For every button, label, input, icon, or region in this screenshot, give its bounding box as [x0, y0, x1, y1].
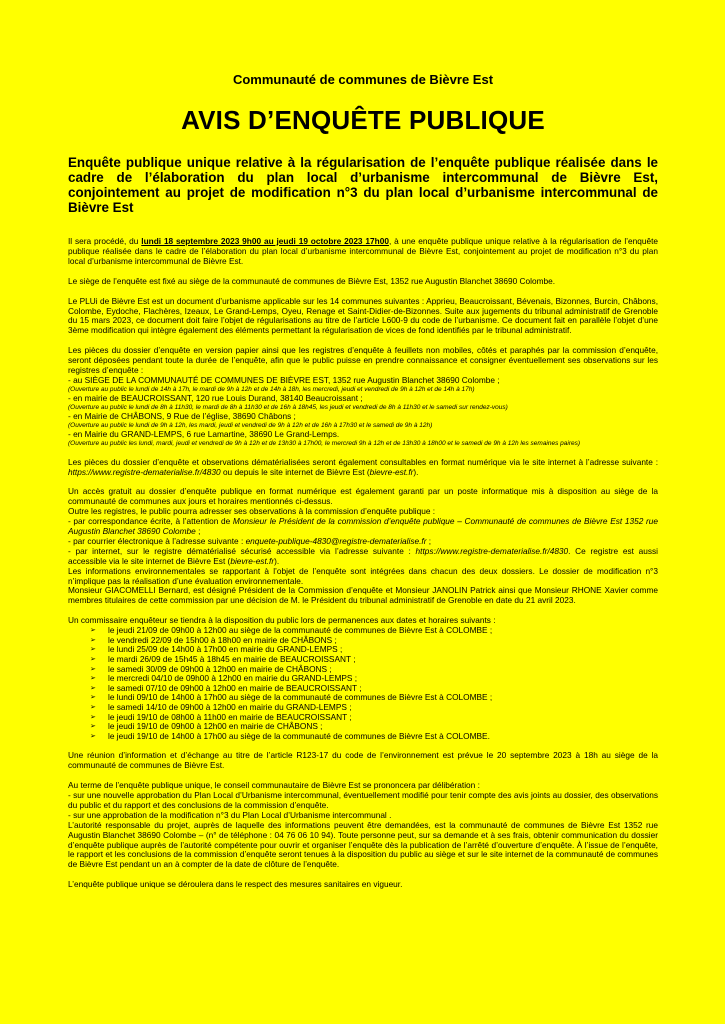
email-link[interactable]: enquete-publique-4830@registre-dematerialise.fr: [245, 535, 427, 546]
intro-paragraph: Il sera procédé, du lundi 18 septembre 2023 9h00 au jeudi 19 octobre 2023 17h00, à une enquête publique unique relative à la régularisation de l’enquête publique réalisée dans le cadre de l’élaboration du plan local d’urbanisme intercommunal de Bièvre Est, conjointement au projet de modification n°3 du plan local d’urbanisme intercommunal de Bièvre Est.: [68, 236, 659, 266]
arrow-icon: ➢: [90, 723, 96, 731]
list-item: ➢ le vendredi 22/09 de 15h00 à 18h00 en mairie de CHÂBONS ;: [90, 634, 337, 645]
organization-name: Communauté de communes de Bièvre Est: [232, 72, 494, 87]
list-item: ➢ le samedi 14/10 de 09h00 à 12h00 en mairie du GRAND-LEMPS ;: [90, 701, 352, 712]
list-item: ➢ le jeudi 19/10 de 08h00 à 11h00 en mairie de BEAUCROISSANT ;: [90, 711, 352, 722]
correspondence-line: - par correspondance écrite, à l’attention de Monsieur le Président de la commission d’enquête publique – Communauté de communes de Bièvre Est 1352 rue Augustin Blanchet 38690 Colombe ;: [68, 516, 658, 537]
location-siege: - au SIÈGE DE LA COMMUNAUTÉ DE COMMUNES DE BIÈVRE EST, 1352 rue Augustin Blanchet 38690 Colombe ;: [68, 374, 500, 385]
arrow-icon: ➢: [90, 684, 96, 692]
reunion-paragraph: Une réunion d’information et d’échange au titre de l’article R123-17 du code de l’environnement est prévue le 20 septembre 2023 à 18h au siège de la communauté de communes de Bièvre Est.: [68, 750, 658, 771]
arrow-icon: ➢: [90, 646, 96, 654]
subtitle: Enquête publique unique relative à la régularisation de l’enquête publique réalisée dans le cadre de l’élaboration du plan local d’urbanisme intercommunal de Bièvre Est, conjointement au projet de modification n°3 du plan local d’urbanisme intercommunal de Bièvre Est: [68, 155, 658, 215]
page-title: AVIS D’ENQUÊTE PUBLIQUE: [181, 105, 545, 135]
registre-link[interactable]: https://www.registre-dematerialise.fr/4830: [68, 466, 221, 477]
sanitaire-paragraph: L’enquête publique unique se déroulera dans le respect des mesures sanitaires en vigueur.: [68, 879, 403, 890]
location-hours: (Ouverture au public le lundi de 14h à 17h, le mardi de 9h à 12h et de 14h à 18h, les mercredi, jeudi et vendredi de 9h à 12h et de 14h à 17h): [68, 385, 475, 393]
permanences-section: Un commissaire enquêteur se tiendra à la disposition du public lors de permanences aux dates et horaires suivants : ➢ le jeudi 21/09 de 09h00 à 12h00 au siège de la communauté de communes de Bièvre Est à COLOMBE ; ➢ le vendredi 22/09 de 15h00 à 18h00 en mairie de CHÂBONS ; ➢ le lundi 25/09 de 14h00 à 17h00 en mairie du GRAND-LEMPS ; ➢ le mardi 26/09 de 15h45 à 18h45 en mairie de BEAUCROISSANT ; ➢ le samedi 30/09 de 09h00 à 12h00 en mairie de CHÂBONS ; ➢ le mercredi 04/10 de 09h00 à 12h00 en mairie du GRAND-LEMPS ; ➢ le samedi 07/10 de 09h00 à 12h00 en mairie de BEAUCROISSANT ; ➢ le lundi 09/10 de 14h00 à 17h00 au siège de la communauté de communes de Bièvre Est à COLOMBE ; ➢ le samedi 14/10 de 09h00 à 12h00 en mairie du GRAND-LEMPS ; ➢ le jeudi 19/10 de 08h00 à 11h00 en mairie de BEAUCROISSANT ; ➢ le jeudi 19/10 de 09h00 à 12h00 en mairie de CHÂBONS ; ➢ le jeudi 19/10 de 14h00 à 17h00 au siège de la communauté de communes de Bièvre Est à COLOMBE.: [68, 616, 658, 741]
inquiry-dates: lundi 18 septembre 2023 9h00 au jeudi 19 octobre 2023 17h00: [141, 236, 389, 246]
email-line: - par courrier électronique à l’adresse suivante : enquete-publique-4830@registre-dematerialise.fr ;: [68, 535, 432, 546]
acces-paragraph: Un accès gratuit au dossier d’enquête publique en format numérique est également garanti par un poste informatique mis à disposition au siège de la communauté de communes aux jours et horaires mentionnés ci-dessus. Outre les registres, le public pourra adresser ses observations à la commission d’enquête publique : - par correspondance écrite, à l’attention de Monsieur le Président de la commission d’enquête publique – Communauté de communes de Bièvre Est 1352 rue Augustin Blanchet 38690 Colombe ; - par courrier électronique à l’adresse suivante : enquete-publique-4830@registre-dematerialise.fr ; - par internet, sur le registre dématérialisé sécurisé accessible via l’adresse suivante : https://www.registre-dematerialise.fr/4830. Ce registre est aussi accessible via le site internet de Bièvre Est (bievre-est.fr). Les informations environnementales se rapportant à l’objet de l’enquête sont intégrées dans chacun des deux dossiers. Le dossier de modification n°3 n’implique pas la réalisation d’une évaluation environnementale. Monsieur GIACOMELLI Bernard, est désigné Président de la Commission d’enquête et Monsieur JANOLIN Patrick ainsi que Monsieur RHONE Xavier comme membres titulaires de cette commission par une décision de M. le Président du tribunal administratif de Grenoble en date du 21 avril 2023.: [68, 486, 659, 606]
arrow-icon: ➢: [90, 732, 96, 740]
site-link[interactable]: bievre-est.fr: [369, 466, 414, 477]
list-item: ➢ le mercredi 04/10 de 09h00 à 12h00 en mairie du GRAND-LEMPS ;: [90, 673, 358, 684]
arrow-icon: ➢: [90, 627, 96, 635]
location-chabons: - en Mairie de CHÂBONS, 9 Rue de l’église, 38690 Châbons ;: [68, 410, 296, 421]
location-hours: (Ouverture au public le lundi de 8h à 11h30, le mardi de 8h à 11h30 et de 16h à 18h45, les jeudi et vendredi de 8h à 11h30 et le samedi sur rendez-vous): [68, 403, 508, 411]
arrow-icon: ➢: [90, 703, 96, 711]
terme-paragraph: Au terme de l’enquête publique unique, le conseil communautaire de Bièvre Est se prononcera par délibération : - sur une nouvelle approbation du Plan Local d’Urbanisme intercommunal, éventuellement modifié pour tenir compte des avis joints au dossier, des observations du public et du rapport et des conclusions de la commission d’enquête. - sur une approbation de la modification n°3 du Plan Local d’Urbanisme intercommunal . L’autorité responsable du projet, auprès de laquelle des informations peuvent être demandées, est la communauté de communes de Bièvre Est 1352 rue Augustin Blanchet 38690 Colombe – (n° de téléphone : 04 76 06 10 94). Toute personne peut, sur sa demande et à ses frais, obtenir communication du dossier d’enquête publique auprès de l’autorité compétente pour ouvrir et organiser l’enquête dès la publication de l’arrêté d’ouverture d’enquête. À l’issue de l’enquête, le rapport et les conclusions de la commission d’enquête seront tenues à la disposition du public au siège et sur le site internet de la communauté de communes de Bièvre Est pendant un an à compter de la date de clôture de l’enquête.: [68, 780, 658, 870]
permanences-list: [68, 626, 658, 741]
commission-line: Monsieur GIACOMELLI Bernard, est désigné Président de la Commission d’enquête et Monsieur JANOLIN Patrick ainsi que Monsieur RHONE Xavier comme membres titulaires de cette commission par une décision de M. le Président du tribunal administratif de Grenoble en date du 21 avril 2023.: [68, 585, 658, 606]
location-grand-lemps: - en Mairie du GRAND-LEMPS, 6 rue Lamartine, 38690 Le Grand-Lemps.: [68, 428, 340, 439]
list-item: ➢ le lundi 09/10 de 14h00 à 17h00 au siège de la communauté de communes de Bièvre Est à COLOMBE ;: [90, 692, 493, 703]
numerique-paragraph: Les pièces du dossier d’enquête et observations dématérialisées seront également consultables en format numérique via le site internet à l’adresse suivante : https://www.registre-dematerialise.fr/4830 ou depuis le site internet de Bièvre Est (bievre-est.fr).: [68, 456, 658, 477]
arrow-icon: ➢: [90, 713, 96, 721]
arrow-icon: ➢: [90, 655, 96, 663]
notice-body: [68, 237, 658, 900]
arrow-icon: ➢: [90, 636, 96, 644]
list-item: ➢ le lundi 25/09 de 14h00 à 17h00 en mairie du GRAND-LEMPS ;: [90, 644, 343, 655]
arrow-icon: ➢: [90, 665, 96, 673]
location-hours: (Ouverture au public le lundi de 9h à 12h, les mardi, jeudi et vendredi de 9h à 12h et de 16h à 17h30 et le samedi de 9h à 12h): [68, 421, 433, 429]
arrow-icon: ➢: [90, 675, 96, 683]
location-hours: (Ouverture au public les lundi, mardi, jeudi et vendredi de 9h à 12h et de 13h30 à 17h00, le mercredi 9h à 12h et de 13h30 à 18h00 et le samedi de 9h à 12h les semaines paires): [68, 439, 581, 447]
internet-line: - par internet, sur le registre dématérialisé sécurisé accessible via l’adresse suivante : https://www.registre-dematerialise.fr/4830. Ce registre est aussi accessible via le site internet de Bièvre Est (bievre-est.fr).: [68, 545, 659, 566]
plui-paragraph: Le PLUi de Bièvre Est est un document d’urbanisme applicable sur les 14 communes suivantes : Apprieu, Beaucroissant, Bévenais, Bizonnes, Burcin, Châbons, Colombe, Eydoche, Flachères, Izeaux, Le Grand-Lemps, Oyeu, Renage et Saint-Didier-de-Bizonnes. Suite aux jugements du tribunal administratif de Grenoble du 15 mars 2023, ce document doit faire l’objet de régularisations au titre de l’article L600-9 du code de l’urbanisme. Ce document fait en parallèle l’objet d’une 3ème modification qui intègre également des éléments permettant la régularisation de vices de fond identifiés par le tribunal administratif.: [68, 295, 658, 336]
location-beaucroissant: - en mairie de BEAUCROISSANT, 120 rue Louis Durand, 38140 Beaucroissant ;: [68, 392, 363, 403]
list-item: ➢ le mardi 26/09 de 15h45 à 18h45 en mairie de BEAUCROISSANT ;: [90, 653, 356, 664]
dossier-paragraph: Les pièces du dossier d’enquête en version papier ainsi que les registres d’enquête à feuillets non mobiles, côtés et paraphés par la commission d’enquête, seront déposées pendant toute la durée de l’enquête, afin que le public puisse en prendre connaissance et consigner éventuellement ses observations sur les registres d’enquête : - au SIÈGE DE LA COMMUNAUTÉ DE COMMUNES DE BIÈVRE EST, 1352 rue Augustin Blanchet 38690 Colombe ; (Ouverture au public le lundi de 14h à 17h, le mardi de 9h à 12h et de 14h à 18h, les mercredi, jeudi et vendredi de 9h à 12h et de 14h à 17h) - en mairie de BEAUCROISSANT, 120 rue Louis Durand, 38140 Beaucroissant ; (Ouverture au public le lundi de 8h à 11h30, le mardi de 8h à 11h30 et de 16h à 18h45, les jeudi et vendredi de 8h à 11h30 et le samedi sur rendez-vous) - en Mairie de CHÂBONS, 9 Rue de l’église, 38690 Châbons ; (Ouverture au public le lundi de 9h à 12h, les mardi, jeudi et vendredi de 9h à 12h et de 16h à 17h30 et le samedi de 9h à 12h) - en Mairie du GRAND-LEMPS, 6 rue Lamartine, 38690 Le Grand-Lemps. (Ouverture au public les lundi, mardi, jeudi et vendredi de 9h à 12h et de 13h30 à 17h00, le mercredi 9h à 12h et de 13h30 à 18h00 et le samedi de 9h à 12h les semaines paires): [68, 345, 658, 447]
env-line: Les informations environnementales se rapportant à l’objet de l’enquête sont intégrées dans chacun des deux dossiers. Le dossier de modification n°3 n’implique pas la réalisation d’une évaluation environnementale.: [68, 565, 658, 586]
list-item: ➢ le jeudi 19/10 de 09h00 à 12h00 en mairie de CHÂBONS ;: [90, 721, 323, 732]
list-item: ➢ le jeudi 19/10 de 14h00 à 17h00 au siège de la communauté de communes de Bièvre Est à COLOMBE.: [90, 730, 490, 741]
arrow-icon: ➢: [90, 694, 96, 702]
list-item: ➢ le samedi 07/10 de 09h00 à 12h00 en mairie de BEAUCROISSANT ;: [90, 682, 362, 693]
list-item: ➢ le samedi 30/09 de 09h00 à 12h00 en mairie de CHÂBONS ;: [90, 663, 332, 674]
site-link[interactable]: bievre-est.fr: [230, 555, 275, 566]
registre-link[interactable]: https://www.registre-dematerialise.fr/4830: [415, 545, 569, 556]
list-item: ➢ le jeudi 21/09 de 09h00 à 12h00 au siège de la communauté de communes de Bièvre Est à COLOMBE ;: [90, 625, 493, 636]
siege-paragraph: Le siège de l’enquête est fixé au siège de la communauté de communes de Bièvre Est, 1352 rue Augustin Blanchet 38690 Colombe.: [68, 275, 556, 286]
